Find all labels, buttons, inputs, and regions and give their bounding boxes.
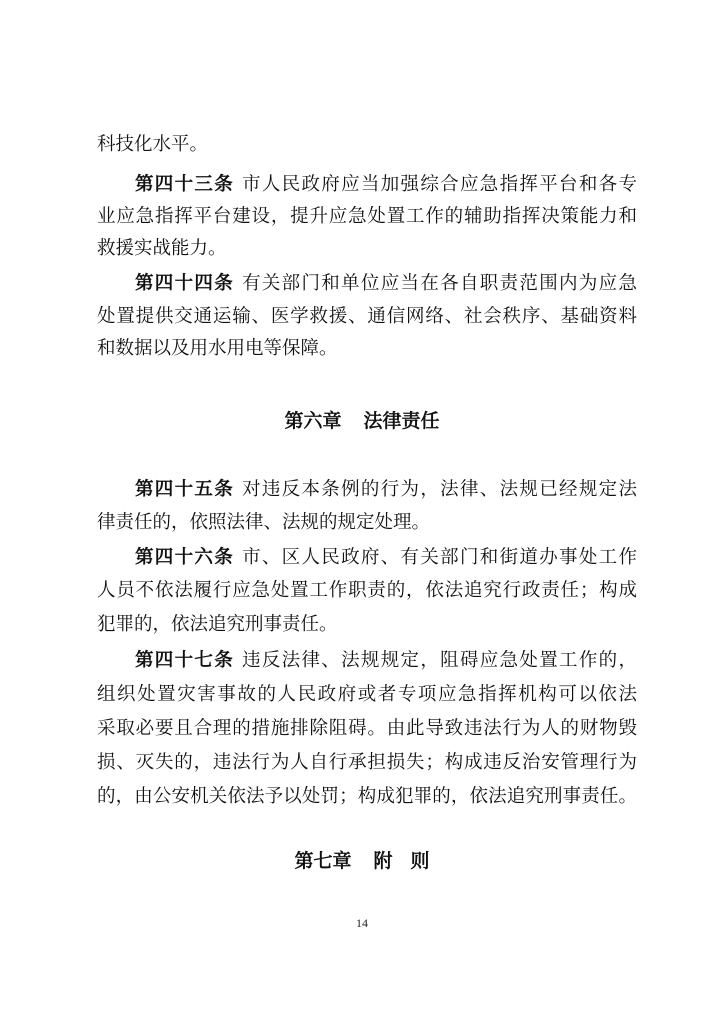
page-number: 14 [356, 916, 368, 930]
article-44-line-1 [135, 271, 637, 297]
article-47-line-2: 组织处置灾害事故的人民政府或者专项应急指挥机构可以依法 [97, 684, 637, 705]
article-47-line-4: 损、灭失的，违法行为人自行承担损失；构成违反治安管理行为 [97, 752, 637, 773]
article-47-text: 违反法律、法规规定，阻碍应急处置工作的， [242, 650, 637, 671]
article-46-number: 第四十六条 [135, 547, 235, 568]
article-47-line-5: 的，由公安机关依法予以处罚；构成犯罪的，依法追究刑事责任。 [97, 786, 637, 807]
article-46-text: 市、区人民政府、有关部门和街道办事处工作 [242, 547, 637, 568]
article-45-line-1 [135, 477, 637, 503]
article-44-line-3: 和数据以及用水用电等保障。 [97, 338, 338, 359]
article-43-line-2: 业应急指挥平台建设，提升应急处置工作的辅助指挥决策能力和 [97, 206, 637, 227]
chapter-7-heading [0, 848, 724, 874]
chapter-6-title: 法律责任 [363, 410, 440, 432]
chapter-7-title-part-1: 附 [373, 850, 393, 872]
chapter-6-heading [0, 408, 724, 434]
article-45-number: 第四十五条 [135, 479, 235, 500]
article-46-line-2: 人员不依法履行应急处置工作职责的，依法追究行政责任；构成 [97, 580, 637, 601]
article-43-line-3: 救援实战能力。 [97, 238, 227, 259]
article-45-text: 对违反本条例的行为，法律、法规已经规定法 [242, 479, 637, 500]
article-43-line-1 [135, 172, 637, 198]
article-46-line-3: 犯罪的，依法追究刑事责任。 [97, 614, 338, 635]
chapter-7-number: 第七章 [294, 850, 352, 872]
chapter-7-title-part-2: 则 [410, 850, 430, 872]
article-44-number: 第四十四条 [135, 273, 235, 294]
chapter-6-number: 第六章 [284, 410, 342, 432]
article-43-text: 市人民政府应当加强综合应急指挥平台和各专 [242, 174, 637, 195]
article-47-line-1 [135, 648, 637, 674]
article-46-line-1 [135, 545, 637, 571]
article-45-line-2: 律责任的，依照法律、法规的规定处理。 [97, 512, 431, 533]
article-44-text: 有关部门和单位应当在各自职责范围内为应急 [242, 273, 637, 294]
article-47-line-3: 采取必要且合理的措施排除阻碍。由此导致违法行为人的财物毁 [97, 718, 637, 739]
text-line: 科技化水平。 [97, 134, 209, 155]
article-47-number: 第四十七条 [135, 650, 235, 671]
article-44-line-2: 处置提供交通运输、医学救援、通信网络、社会秩序、基础资料 [97, 306, 637, 327]
article-43-number: 第四十三条 [135, 174, 235, 195]
